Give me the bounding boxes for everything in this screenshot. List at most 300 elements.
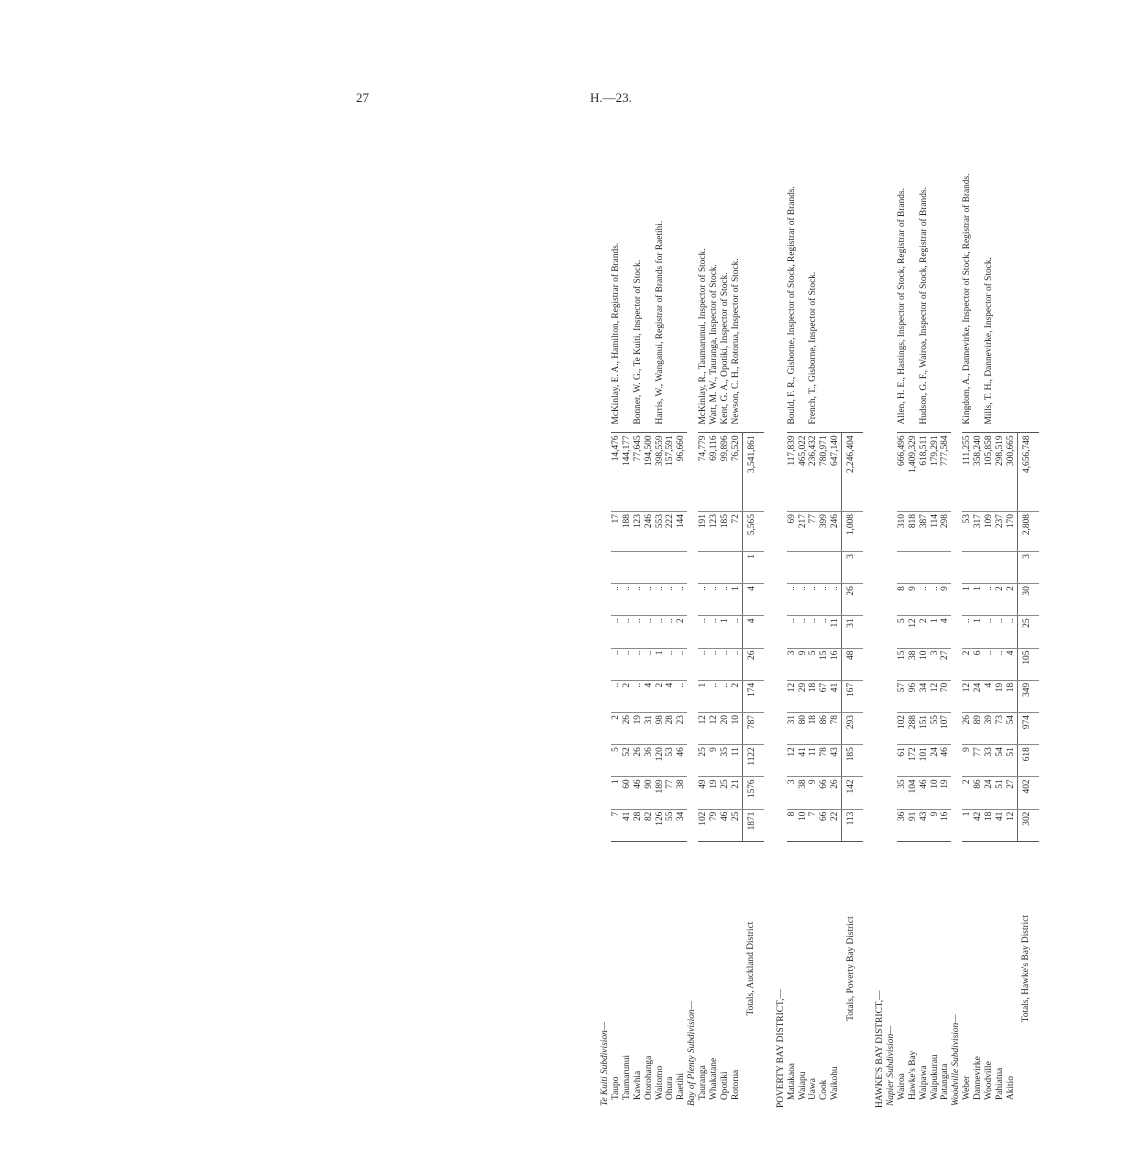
- row-label: Totals, Poverty Bay District: [845, 916, 856, 1021]
- value-cell: 73: [995, 713, 1006, 745]
- table-row: [676, 110, 687, 1110]
- empty-cell: [776, 110, 787, 865]
- table-row: [819, 110, 830, 1110]
- value-cell: 1576: [742, 777, 763, 809]
- empty-cell: [687, 110, 698, 865]
- value-cell: 4: [1006, 648, 1017, 680]
- empty-cell: [995, 552, 1006, 584]
- value-cell: 18: [1006, 680, 1017, 712]
- leader-dots: [622, 841, 633, 865]
- empty-cell: [919, 552, 930, 584]
- leader-dots: [720, 841, 731, 865]
- value-cell: 25: [731, 809, 742, 841]
- value-cell: 38: [798, 777, 809, 809]
- officer-note: [995, 110, 1006, 433]
- table-row: [995, 110, 1006, 1110]
- value-cell: 4: [644, 680, 655, 712]
- value-cell: 53: [665, 745, 676, 777]
- value-cell: 77,645: [633, 433, 644, 512]
- value-cell: 26: [633, 745, 644, 777]
- section-heading-row: [886, 110, 897, 1110]
- row-label: Woodville Subdivision—: [951, 1014, 962, 1106]
- value-cell: 15: [819, 648, 830, 680]
- value-cell: ..: [984, 616, 995, 648]
- row-label: Totals, Hawke's Bay District: [1021, 914, 1032, 1023]
- value-cell: 2: [995, 584, 1006, 616]
- value-cell: 9: [798, 648, 809, 680]
- value-cell: 98: [655, 713, 666, 745]
- value-cell: ..: [622, 584, 633, 616]
- value-cell: 2: [622, 680, 633, 712]
- value-cell: 172: [908, 745, 919, 777]
- value-cell: 41: [995, 809, 1006, 841]
- value-cell: 142: [842, 777, 863, 809]
- value-cell: ..: [633, 584, 644, 616]
- value-cell: 51: [995, 777, 1006, 809]
- row-label: Woodville: [984, 1061, 995, 1100]
- empty-cell: [798, 552, 809, 584]
- officer-note: [973, 110, 984, 433]
- value-cell: 27: [940, 648, 951, 680]
- value-cell: 194,500: [644, 433, 655, 512]
- value-cell: ..: [984, 584, 995, 616]
- value-cell: 67: [819, 680, 830, 712]
- value-cell: 27: [1006, 777, 1017, 809]
- empty-cell: [709, 552, 720, 584]
- value-cell: 38: [676, 777, 687, 809]
- value-cell: 28: [633, 809, 644, 841]
- value-cell: 30: [1017, 584, 1038, 616]
- value-cell: 11: [808, 745, 819, 777]
- row-label: Waikohu: [830, 1066, 841, 1100]
- row-label: Taupo: [610, 1076, 621, 1100]
- value-cell: ..: [995, 648, 1006, 680]
- value-cell: 1: [655, 648, 666, 680]
- table-row: [808, 110, 819, 1110]
- leader-dots: [633, 841, 644, 865]
- value-cell: 2,246,404: [842, 433, 863, 512]
- table-row: [611, 110, 622, 1110]
- value-cell: ..: [676, 584, 687, 616]
- leader-dots: [709, 841, 720, 865]
- empty-cell: [665, 552, 676, 584]
- value-cell: 2: [962, 648, 973, 680]
- value-cell: 9: [930, 809, 941, 841]
- value-cell: 9: [940, 584, 951, 616]
- value-cell: 51: [1006, 745, 1017, 777]
- value-cell: 300,665: [1006, 433, 1017, 512]
- value-cell: 3,541,861: [742, 433, 763, 512]
- value-cell: 19: [633, 713, 644, 745]
- officer-note: [830, 110, 841, 433]
- value-cell: 780,971: [819, 433, 830, 512]
- leader-dots: [919, 841, 930, 865]
- value-cell: 317: [973, 512, 984, 552]
- table-row: [644, 110, 655, 1110]
- officer-note: [798, 110, 809, 433]
- value-cell: ..: [808, 616, 819, 648]
- officer-note: Watt, M. W., Tauranga, Inspector of Stock.: [709, 264, 720, 425]
- value-cell: ..: [720, 584, 731, 616]
- value-cell: ..: [808, 584, 819, 616]
- officer-note: Newson, C. H., Rotorua, Inspector of Stock.: [730, 258, 741, 425]
- value-cell: 174: [742, 680, 763, 712]
- value-cell: ..: [798, 616, 809, 648]
- value-cell: 109: [984, 512, 995, 552]
- value-cell: 167: [842, 680, 863, 712]
- empty-cell: [897, 552, 908, 584]
- row-label: Tauranga: [698, 1065, 709, 1100]
- officer-note: McKinlay, E. A., Hamilton, Registrar of Brands.: [610, 242, 621, 425]
- value-cell: 101: [919, 745, 930, 777]
- value-cell: 66: [819, 777, 830, 809]
- row-label: Weber: [962, 1075, 973, 1100]
- value-cell: 217: [798, 512, 809, 552]
- value-cell: 76,520: [731, 433, 742, 512]
- value-cell: 12: [709, 713, 720, 745]
- value-cell: 39: [984, 713, 995, 745]
- value-cell: 2: [962, 777, 973, 809]
- row-label: Pahiatua: [995, 1067, 1005, 1100]
- value-cell: 399: [819, 512, 830, 552]
- value-cell: 70: [940, 680, 951, 712]
- value-cell: 19: [709, 777, 720, 809]
- value-cell: 35: [897, 777, 908, 809]
- value-cell: 1: [698, 680, 709, 712]
- row-label: Patangata: [940, 1063, 951, 1100]
- officer-note: [676, 110, 687, 433]
- leader-dots: [908, 841, 919, 865]
- officer-note: [908, 110, 919, 433]
- value-cell: 777,584: [940, 433, 951, 512]
- value-cell: 12: [908, 616, 919, 648]
- value-cell: 10: [731, 713, 742, 745]
- value-cell: 12: [698, 713, 709, 745]
- value-cell: 46: [633, 777, 644, 809]
- value-cell: ..: [984, 648, 995, 680]
- value-cell: 60: [622, 777, 633, 809]
- row-label: Waipukurau: [929, 1054, 940, 1100]
- empty-cell: [676, 552, 687, 584]
- value-cell: 26: [842, 584, 863, 616]
- value-cell: 78: [819, 745, 830, 777]
- row-label: Matakaoa: [786, 1063, 797, 1100]
- row-label: Otorohanga: [643, 1055, 654, 1100]
- value-cell: 41: [830, 680, 841, 712]
- row-label: Raetihi: [676, 1072, 687, 1100]
- value-cell: 24: [930, 745, 941, 777]
- empty-cell: [984, 552, 995, 584]
- table-row: [973, 110, 984, 1110]
- officer-note: [665, 110, 676, 433]
- value-cell: 52: [622, 745, 633, 777]
- value-cell: 5: [611, 745, 622, 777]
- officer-note: [742, 110, 763, 433]
- value-cell: 402: [1017, 777, 1038, 809]
- value-cell: 1: [973, 616, 984, 648]
- value-cell: ..: [830, 584, 841, 616]
- value-cell: 4,656,748: [1017, 433, 1038, 512]
- officer-note: [842, 110, 863, 433]
- value-cell: 31: [644, 713, 655, 745]
- value-cell: 1: [973, 584, 984, 616]
- value-cell: 86: [819, 713, 830, 745]
- value-cell: 1: [962, 809, 973, 841]
- value-cell: 1,409,329: [908, 433, 919, 512]
- value-cell: 11: [830, 616, 841, 648]
- officer-note: [622, 110, 633, 433]
- leader-dots: [665, 841, 676, 865]
- value-cell: 24: [973, 680, 984, 712]
- value-cell: 9: [962, 745, 973, 777]
- value-cell: 24: [984, 777, 995, 809]
- value-cell: ..: [995, 616, 1006, 648]
- value-cell: ..: [611, 648, 622, 680]
- value-cell: 3: [787, 777, 798, 809]
- value-cell: 398,559: [655, 433, 666, 512]
- value-cell: ..: [622, 616, 633, 648]
- leader-dots: [962, 841, 973, 865]
- value-cell: 26: [742, 648, 763, 680]
- officer-note: Mills, T. H., Dannevirke, Inspector of Stock.: [984, 257, 995, 425]
- value-cell: 31: [842, 616, 863, 648]
- table-row: [731, 110, 742, 1110]
- value-cell: 358,240: [973, 433, 984, 512]
- row-label: Hawke's Bay: [907, 1050, 918, 1100]
- leader-dots: [644, 841, 655, 865]
- value-cell: 666,496: [897, 433, 908, 512]
- row-label: HAWKE'S BAY DISTRICT,—: [875, 990, 886, 1108]
- value-cell: ..: [930, 584, 941, 616]
- leader-dots: [698, 841, 709, 865]
- value-cell: 618,511: [919, 433, 930, 512]
- value-cell: 188: [622, 512, 633, 552]
- value-cell: 105: [1017, 648, 1038, 680]
- leader-dots: [995, 841, 1006, 865]
- empty-cell: [655, 552, 666, 584]
- value-cell: ..: [709, 680, 720, 712]
- value-cell: 2: [655, 680, 666, 712]
- leader-dots: [742, 841, 763, 865]
- value-cell: 34: [676, 809, 687, 841]
- value-cell: 31: [787, 713, 798, 745]
- empty-cell: [951, 110, 962, 865]
- empty-cell: [808, 552, 819, 584]
- row-label: Napier Subdivision—: [885, 1025, 896, 1106]
- value-cell: 55: [665, 809, 676, 841]
- value-cell: ..: [633, 616, 644, 648]
- value-cell: 126: [655, 809, 666, 841]
- empty-cell: [644, 552, 655, 584]
- value-cell: 151: [919, 713, 930, 745]
- value-cell: 5,565: [742, 512, 763, 552]
- officer-note: Allen, H. E., Hastings, Inspector of Stock, Registrar of Brands.: [896, 188, 907, 425]
- value-cell: 237: [995, 512, 1006, 552]
- total-row: [842, 110, 863, 1110]
- value-cell: ..: [611, 680, 622, 712]
- value-cell: ..: [709, 584, 720, 616]
- value-cell: 43: [830, 745, 841, 777]
- row-label: Waipawa: [918, 1065, 929, 1100]
- value-cell: 123: [709, 512, 720, 552]
- value-cell: 4: [984, 680, 995, 712]
- value-cell: 9: [808, 777, 819, 809]
- value-cell: 66: [819, 809, 830, 841]
- value-cell: 12: [787, 680, 798, 712]
- table-row: [897, 110, 908, 1110]
- value-cell: 17: [611, 512, 622, 552]
- value-cell: 1: [611, 777, 622, 809]
- value-cell: 25: [720, 777, 731, 809]
- value-cell: ..: [720, 680, 731, 712]
- value-cell: 77: [665, 777, 676, 809]
- value-cell: ..: [731, 648, 742, 680]
- value-cell: 170: [1006, 512, 1017, 552]
- value-cell: 191: [698, 512, 709, 552]
- row-label: Kawhia: [632, 1070, 643, 1100]
- value-cell: 1: [731, 584, 742, 616]
- empty-cell: [819, 552, 830, 584]
- value-cell: 91: [908, 809, 919, 841]
- value-cell: ..: [919, 584, 930, 616]
- officer-note: Bould, F. R., Gisborne, Inspector of Stock, Registrar of Brands.: [786, 186, 797, 425]
- section-heading-row: [776, 110, 787, 1110]
- value-cell: 1122: [742, 745, 763, 777]
- value-cell: 9: [908, 584, 919, 616]
- value-cell: 20: [720, 713, 731, 745]
- value-cell: 185: [720, 512, 731, 552]
- value-cell: 82: [644, 809, 655, 841]
- value-cell: 41: [622, 809, 633, 841]
- section-heading-row: [600, 110, 611, 1110]
- value-cell: 787: [742, 713, 763, 745]
- value-cell: 19: [940, 777, 951, 809]
- row-label: Rotorua: [730, 1069, 741, 1100]
- value-cell: 6: [973, 648, 984, 680]
- value-cell: ..: [787, 584, 798, 616]
- value-cell: 302: [1017, 809, 1038, 841]
- value-cell: 298: [940, 512, 951, 552]
- empty-cell: [930, 552, 941, 584]
- value-cell: ..: [655, 584, 666, 616]
- leader-dots: [611, 841, 622, 865]
- empty-cell: [600, 110, 611, 865]
- empty-cell: [875, 110, 886, 865]
- total-row: [742, 110, 763, 1110]
- value-cell: 69,116: [709, 433, 720, 512]
- value-cell: ..: [720, 648, 731, 680]
- row-label: Totals, Auckland District: [746, 921, 757, 1016]
- leader-dots: [819, 841, 830, 865]
- leader-dots: [940, 841, 951, 865]
- value-cell: 12: [962, 680, 973, 712]
- value-cell: 3: [787, 648, 798, 680]
- value-cell: 5: [808, 648, 819, 680]
- officer-note: Kingdom, A., Dannevirke, Inspector of Stock, Registrar of Brands.: [962, 173, 973, 425]
- value-cell: ..: [798, 584, 809, 616]
- value-cell: 117,839: [787, 433, 798, 512]
- value-cell: ..: [611, 616, 622, 648]
- value-cell: 288: [908, 713, 919, 745]
- report-code: H.—23.: [590, 90, 632, 105]
- value-cell: 23: [676, 713, 687, 745]
- officer-note: [1006, 110, 1017, 433]
- value-cell: 4: [742, 584, 763, 616]
- value-cell: 57: [897, 680, 908, 712]
- empty-cell: [633, 552, 644, 584]
- value-cell: ..: [622, 648, 633, 680]
- value-cell: 61: [897, 745, 908, 777]
- value-cell: ..: [665, 616, 676, 648]
- value-cell: 4: [940, 616, 951, 648]
- value-cell: 11: [731, 745, 742, 777]
- empty-cell: [731, 552, 742, 584]
- table-row: [908, 110, 919, 1110]
- value-cell: ..: [644, 648, 655, 680]
- empty-cell: [720, 552, 731, 584]
- empty-cell: [698, 552, 709, 584]
- value-cell: 78: [830, 713, 841, 745]
- value-cell: 18: [808, 713, 819, 745]
- value-cell: 26: [622, 713, 633, 745]
- officer-note: Kent, G. A., Opotiki, Inspector of Stock.: [719, 272, 730, 425]
- value-cell: 29: [798, 680, 809, 712]
- value-cell: 54: [1006, 713, 1017, 745]
- value-cell: 7: [808, 809, 819, 841]
- value-cell: 34: [919, 680, 930, 712]
- value-cell: 46: [676, 745, 687, 777]
- empty-cell: [1006, 552, 1017, 584]
- row-label: POVERTY BAY DISTRICT,—: [775, 989, 786, 1108]
- value-cell: 114: [930, 512, 941, 552]
- value-cell: 28: [665, 713, 676, 745]
- value-cell: 123: [633, 512, 644, 552]
- row-label: Cook: [819, 1079, 830, 1100]
- section-heading-row: [951, 110, 962, 1110]
- value-cell: 10: [930, 777, 941, 809]
- row-label: Dannevirke: [973, 1056, 984, 1100]
- value-cell: 55: [930, 713, 941, 745]
- total-row: [1017, 110, 1038, 1110]
- empty-cell: [962, 552, 973, 584]
- table-row: [1006, 110, 1017, 1110]
- table-row: [787, 110, 798, 1110]
- value-cell: 3: [842, 552, 863, 584]
- value-cell: 618: [1017, 745, 1038, 777]
- value-cell: 818: [908, 512, 919, 552]
- value-cell: 25: [698, 745, 709, 777]
- value-cell: 2: [676, 616, 687, 648]
- value-cell: 4: [742, 616, 763, 648]
- value-cell: 18: [984, 809, 995, 841]
- page-number: 27: [356, 90, 369, 105]
- row-label: Akitio: [1005, 1076, 1016, 1100]
- value-cell: 9: [709, 745, 720, 777]
- value-cell: 43: [919, 809, 930, 841]
- value-cell: 77: [973, 745, 984, 777]
- value-cell: 14,476: [611, 433, 622, 512]
- value-cell: 246: [644, 512, 655, 552]
- officer-note: Harris, W., Wanganui, Registrar of Brands for Raetihi.: [654, 220, 665, 425]
- officer-note: [644, 110, 655, 433]
- value-cell: 2: [731, 680, 742, 712]
- value-cell: ..: [787, 616, 798, 648]
- empty-cell: [886, 110, 897, 865]
- table-body: [600, 110, 1039, 1110]
- value-cell: 42: [973, 809, 984, 841]
- spacer-row: [863, 110, 875, 1110]
- leader-dots: [897, 841, 908, 865]
